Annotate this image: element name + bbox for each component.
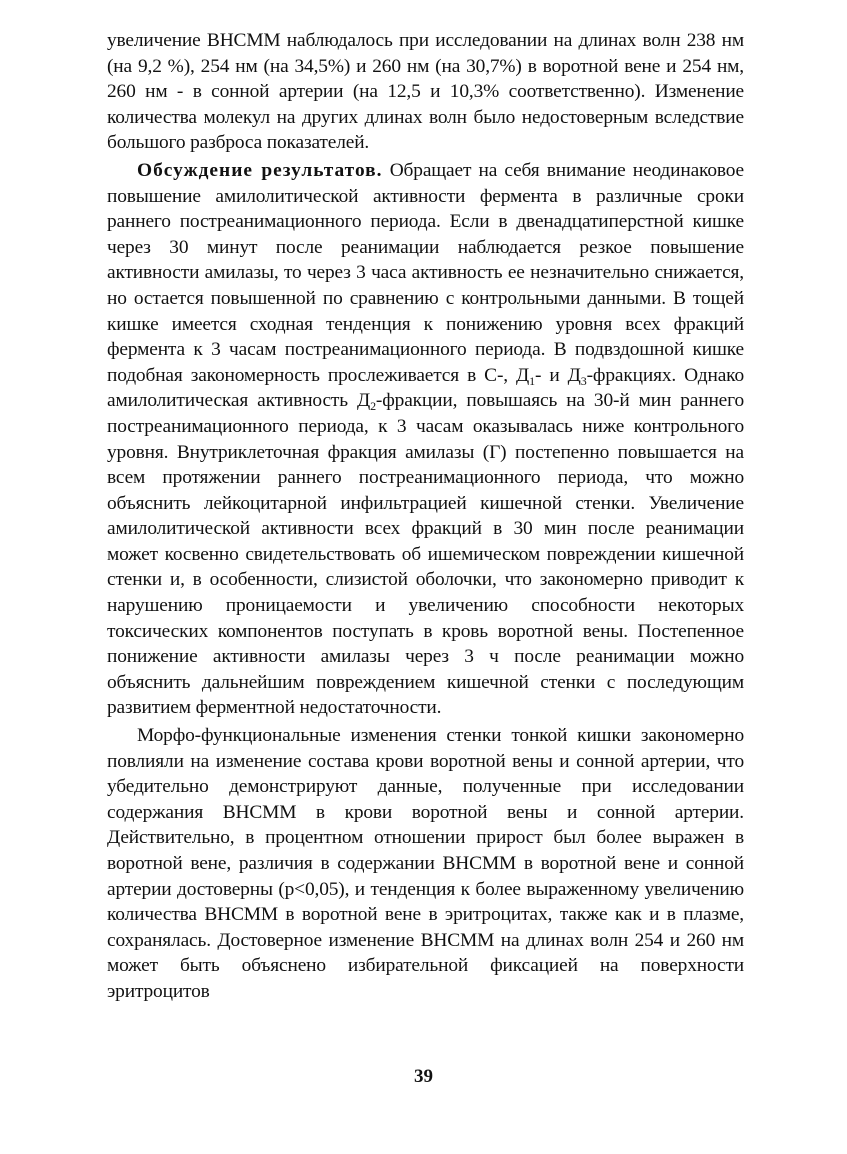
- paragraph-2-text-c: -фракциях. Однако амилолитическая активность Д: [107, 364, 744, 412]
- paragraph-1: [107, 28, 744, 156]
- section-heading-inline: Обсуждение результатов.: [137, 159, 383, 181]
- paragraph-3: [107, 723, 744, 1005]
- document-page: [107, 28, 744, 1005]
- paragraph-2-text-d: -фракции, повышаясь на 30-й мин раннего постреанимационного периода, к 3 часам оказывалась ниже контрольного уровня. Внутриклеточная фракция амилазы (Г) постепенно повышается на всем протяжении раннего постреанимационного периода, что можно объяснить лейкоцитарной инфильтрацией кишечной стенки. Увеличение амилолитической активности всех фракций в 30 мин после реанимации может косвенно свидетельствовать об ишемическом повреждении кишечной стенки и, в особенности, слизистой оболочки, что закономерно приводит к нарушению проницаемости и увеличению способности некоторых токсических компонентов поступать в кровь воротной вены. Постепенное понижение активности амилазы через 3 ч после реанимации можно объяснить дальнейшим повреждением кишечной стенки с последующим развитием ферментной недостаточности.: [107, 390, 744, 719]
- page-number: 39: [414, 1066, 433, 1087]
- paragraph-1-text: увеличение ВНСММ наблюдалось при исследовании на длинах волн 238 нм (на 9,2 %), 254 нм (на 34,5%) и 260 нм (на 30,7%) в воротной вене и 254 нм, 260 нм - в сонной артерии (на 12,5 и 10,3% соответственно). Изменение количества молекул на других длинах волн было недостоверным вследствие большого разброса показателей.: [107, 30, 744, 154]
- subscript-1: 1: [529, 373, 535, 388]
- paragraph-2-text-a: Обращает на себя внимание неодинаковое повышение амилолитической активности фермента в различные сроки раннего постреанимационного периода. Если в двенадцатиперстной кишке через 30 минут после реанимации наблюдается резкое повышение активности амилазы, то через 3 часа активность ее незначительно снижается, но остается повышенной по сравнению с контрольными данными. В тощей кишке имеется сходная тенденция к понижению уровня всех фракций фермента к 3 часам постреанимационного периода. В подвздошной кишке подобная закономерность прослеживается в С-, Д: [107, 159, 745, 386]
- paragraph-2: [107, 158, 744, 721]
- paragraph-2-text-b: - и Д: [534, 364, 581, 386]
- paragraph-3-text: Морфо-функциональные изменения стенки тонкой кишки закономерно повлияли на изменение состава крови воротной вены и сонной артерии, что убедительно демонстрируют данные, полученные при исследовании содержания ВНСММ в крови воротной вены и сонной артерии. Действительно, в процентном отношении прирост был более выражен в воротной вене, различия в содержании ВНСММ в воротной вене и сонной артерии достоверны (р<0,05), и тенденция к более выраженному увеличению количества ВНСММ в воротной вене в эритроцитах, также как и в плазме, сохранялась. Достоверное изменение ВНСММ на длинах волн 254 и 260 нм может быть объяснено избирательной фиксацией на поверхности эритроцитов: [107, 725, 744, 1002]
- subscript-2: 2: [370, 399, 376, 414]
- subscript-3: 3: [580, 373, 587, 388]
